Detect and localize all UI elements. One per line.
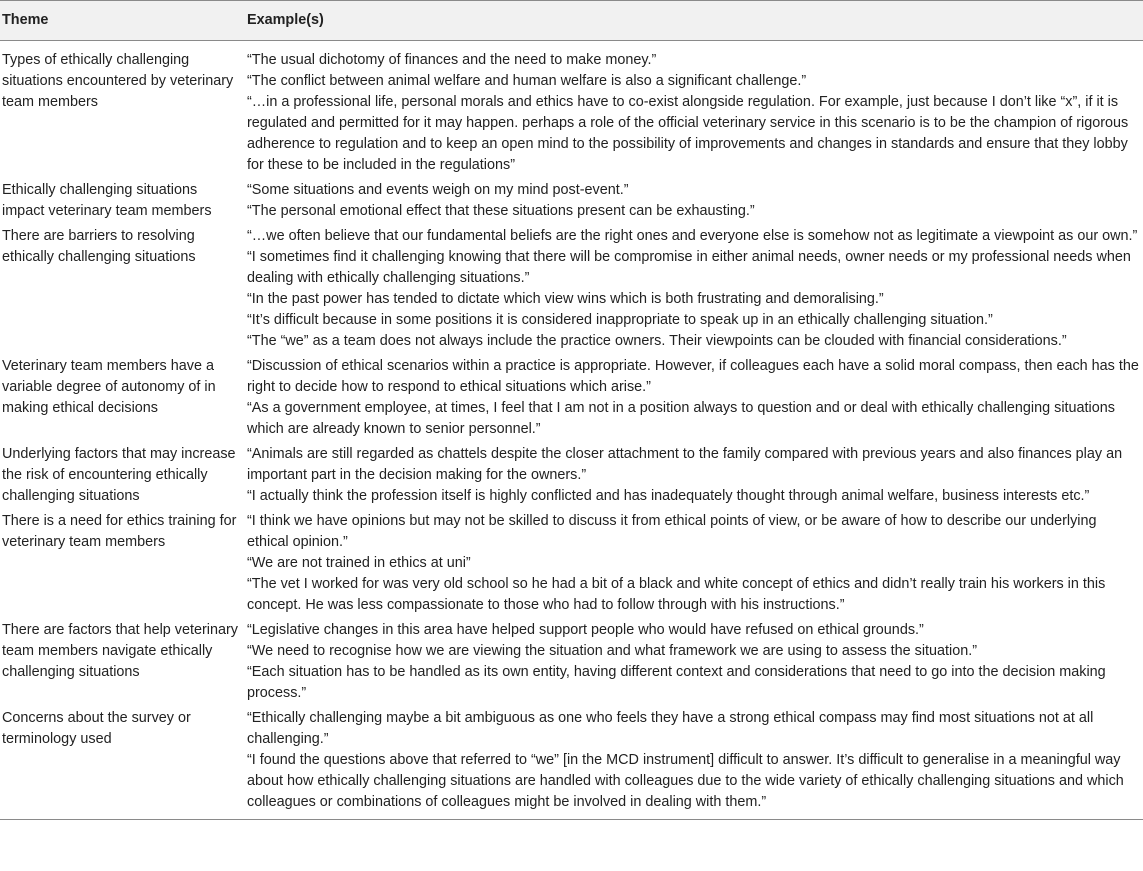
theme-cell: Types of ethically challenging situations encountered by veterinary team members [2, 52, 234, 110]
example-quote: “In the past power has tended to dictate which view wins which is both frustrating and demoralising.” [247, 291, 884, 307]
theme-cell: There are barriers to resolving ethically challenging situations [2, 228, 196, 265]
theme-cell: Veterinary team members have a variable degree of autonomy of in making ethical decisions [2, 358, 216, 416]
examples-cell [247, 509, 1143, 618]
theme-cell: Ethically challenging situations impact veterinary team members [2, 182, 212, 219]
examples-cell [247, 706, 1143, 820]
example-quote: “I think we have opinions but may not be skilled to discuss it from ethical points of view, or be aware of how to describe our underlying ethical opinion.” [247, 513, 1097, 550]
examples-cell [247, 354, 1143, 442]
table-row [0, 41, 1143, 179]
examples-cell [247, 442, 1143, 509]
table-row [0, 706, 1143, 820]
examples-cell [247, 178, 1143, 224]
example-quote: “As a government employee, at times, I feel that I am not in a position always to question and or deal with ethically challenging situations which are already known to senior personnel.” [247, 400, 1115, 437]
theme-cell: There are factors that help veterinary team members navigate ethically challenging situations [2, 622, 238, 680]
table-row [0, 509, 1143, 618]
table-row [0, 178, 1143, 224]
example-quote: “Legislative changes in this area have helped support people who would have refused on ethical grounds.” [247, 622, 924, 638]
table-header [0, 1, 1143, 41]
examples-cell [247, 618, 1143, 706]
example-quote: “The personal emotional effect that these situations present can be exhausting.” [247, 203, 755, 219]
example-quote: “Animals are still regarded as chattels despite the closer attachment to the family compared with previous years and also finances play an important part in the decision making for the owners.” [247, 446, 1123, 483]
header-examples: Example(s) [247, 12, 324, 28]
table-row [0, 354, 1143, 442]
example-quote: “I found the questions above that referred to “we” [in the MCD instrument] difficult to answer. It’s difficult to generalise in a meaningful way about how ethically challenging situations are handled with colleagues due to the wide variety of ethically challenging situations and which colleagues or combinations of colleagues might be involved in dealing with them.” [247, 752, 1124, 810]
example-quote: “Discussion of ethical scenarios within a practice is appropriate. However, if colleagues each have a solid moral compass, then each has the right to decide how to respond to ethical situations which arise.” [247, 358, 1139, 395]
table-row [0, 224, 1143, 354]
example-quote: “Each situation has to be handled as its own entity, having different context and considerations that need to go into the decision making process.” [247, 664, 1106, 701]
table-body [0, 41, 1143, 820]
header-row [0, 1, 1143, 41]
example-quote: “The conflict between animal welfare and human welfare is also a significant challenge.” [247, 73, 807, 89]
example-quote: “…in a professional life, personal morals and ethics have to co-exist alongside regulation. For example, just because I don’t like “x”, if it is regulated and permitted for it may happen. perhaps a role of the official veterinary service in this scenario is to be the champion of rigorous adherence to regulation and to keep an open mind to the possibility of improvements and changes in standards and ensure that they lobby for these to be included in the regulations” [247, 94, 1129, 173]
example-quote: “The usual dichotomy of finances and the need to make money.” [247, 52, 657, 68]
example-quote: “The “we” as a team does not always include the practice owners. Their viewpoints can be clouded with financial considerations.” [247, 333, 1067, 349]
header-theme: Theme [2, 12, 49, 28]
example-quote: “The vet I worked for was very old school so he had a bit of a black and white concept of ethics and didn’t really train his workers in this concept. He was less compassionate to those who had to follow through with his instructions.” [247, 576, 1106, 613]
example-quote: “…we often believe that our fundamental beliefs are the right ones and everyone else is somehow not as legitimate a viewpoint as our own.” [247, 228, 1138, 244]
table-row [0, 442, 1143, 509]
examples-cell [247, 224, 1143, 354]
theme-cell: Concerns about the survey or terminology used [2, 710, 191, 747]
example-quote: “I sometimes find it challenging knowing that there will be compromise in either animal needs, owner needs or my professional needs when dealing with ethically challenging situations.” [247, 249, 1131, 286]
example-quote: “Ethically challenging maybe a bit ambiguous as one who feels they have a strong ethical compass may find most situations not at all challenging.” [247, 710, 1094, 747]
example-quote: “We need to recognise how we are viewing the situation and what framework we are using to assess the situation.” [247, 643, 978, 659]
example-quote: “Some situations and events weigh on my mind post-event.” [247, 182, 629, 198]
theme-cell: Underlying factors that may increase the risk of encountering ethically challenging situations [2, 446, 236, 504]
table-row [0, 618, 1143, 706]
example-quote: “It’s difficult because in some positions it is considered inappropriate to speak up in an ethically challenging situation.” [247, 312, 993, 328]
example-quote: “We are not trained in ethics at uni” [247, 555, 471, 571]
theme-cell: There is a need for ethics training for veterinary team members [2, 513, 237, 550]
example-quote: “I actually think the profession itself is highly conflicted and has inadequately thought through animal welfare, business interests etc.” [247, 488, 1090, 504]
examples-cell [247, 41, 1143, 179]
